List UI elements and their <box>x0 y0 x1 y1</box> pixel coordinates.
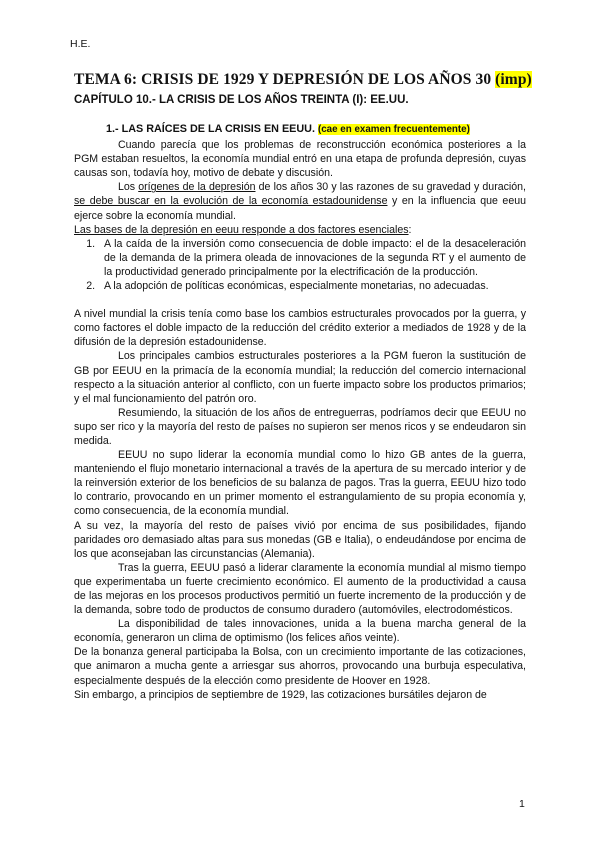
underlined-text: Las bases de la depresión en eeuu responde a dos factores esenciales <box>74 223 409 236</box>
title-main: TEMA 6: CRISIS DE 1929 Y DEPRESIÓN DE LOS AÑOS 30 <box>74 71 496 88</box>
section-note-highlight: (cae en examen frecuentemente) <box>317 124 470 135</box>
paragraph: La disponibilidad de tales innovaciones, unida a la buena marcha general de la economía, generaron un clima de optimismo (los felices años veinte). <box>74 618 526 645</box>
paragraph: De la bonanza general participaba la Bolsa, con un crecimiento importante de las cotizaciones, que animaron a mucha gente a arriesgar sus ahorros, provocando una burbuja especulativa, especialmente después de la elección como presidente de Hoover en 1928. <box>74 646 526 687</box>
underlined-text: orígenes de la depresión <box>138 181 256 194</box>
numbered-list <box>74 237 526 293</box>
paragraph: Sin embargo, a principios de septiembre de 1929, las cotizaciones bursátiles dejaron de <box>74 688 487 701</box>
paragraph: Los principales cambios estructurales posteriores a la PGM fueron la sustitución de GB por EEUU en la primacía de la economía mundial; la reducción del comercio internacional respecto a la situación anterior al conflicto, con un fuerte impacto sobre los productos primarios; y el mal funcionamiento del patrón oro. <box>74 350 526 405</box>
paragraph: Las bases de la depresión en eeuu responde a dos factores esenciales: <box>74 223 412 236</box>
chapter-heading: CAPÍTULO 10.- LA CRISIS DE LOS AÑOS TREINTA (I): EE.UU. <box>74 94 409 106</box>
section-title: 1.- LAS RAÍCES DE LA CRISIS EN EEUU. <box>106 123 318 135</box>
paragraph: Resumiendo, la situación de los años de entreguerras, podríamos decir que EEUU no supo ser rico y la mayoría del resto de países no supieron ser menos ricos y se endeudaron sin medida. <box>74 406 526 447</box>
list-item: 2. A la adopción de políticas económicas, especialmente monetarias, no adecuadas. <box>98 279 526 293</box>
paragraph: Los orígenes de la depresión de los años 30 y las razones de su gravedad y duración, se debe buscar en la evolución de la economía estadounidense y en la influencia que eeuu ejerce sobre la economía mundial. <box>74 181 526 222</box>
paragraph: A nivel mundial la crisis tenía como base los cambios estructurales provocados por la guerra, y como factores el doble impacto de la reducción del crédito exterior a mediados de 1928 y de la difusión de la depresión estadounidense. <box>74 308 526 349</box>
header-initials: H.E. <box>70 38 91 50</box>
page-number: 1 <box>519 798 525 810</box>
list-item: 1. A la caída de la inversión como consecuencia de doble impacto: el de la desaceleración de la demanda de la primera oleada de innovaciones de la segunda RT y el aumento de la productividad generado principalmente por la electrificación de la producción. <box>98 237 526 279</box>
section-heading <box>106 122 526 137</box>
title-highlight: (imp) <box>495 71 532 88</box>
paragraph: Tras la guerra, EEUU pasó a liderar claramente la economía mundial al mismo tiempo que experimentaba un fuerte crecimiento económico. El aumento de la productividad a causa de las mejoras en los procesos productivos permitió un fuerte incremento de la producción y de la demanda, sobre todo de productos de consumo duradero (automóviles, electrodomésticos. <box>74 561 526 617</box>
paragraph: A su vez, la mayoría del resto de países vivió por encima de sus posibilidades, fijando paridades oro demasiado altas para sus monedas (GB e Italia), o endeudándose por encima de los que aconsejaban las circunstancias (Alemania). <box>74 519 526 560</box>
page-title <box>74 71 532 89</box>
spacer <box>74 293 526 307</box>
underlined-text: se debe buscar en la evolución de la economía estadounidense <box>74 195 388 208</box>
paragraph: Cuando parecía que los problemas de reconstrucción económica posteriores a la PGM estaban resueltos, la economía mundial entró en una etapa de profunda depresión, cuyas causas son, todavía hoy, motivo de debate y discusión. <box>74 139 526 180</box>
paragraph: EEUU no supo liderar la economía mundial como lo hizo GB antes de la guerra, manteniendo el flujo monetario internacional a través de la apertura de su mercado interior y de la reinversión exterior de los beneficios de su balanza de pagos. Tras la guerra, EEUU hizo todo lo contrario, provocando en un primer momento el estrangulamiento de su propia economía y, como consecuencia, de la economía mundial. <box>74 449 526 518</box>
document-body <box>74 122 526 702</box>
